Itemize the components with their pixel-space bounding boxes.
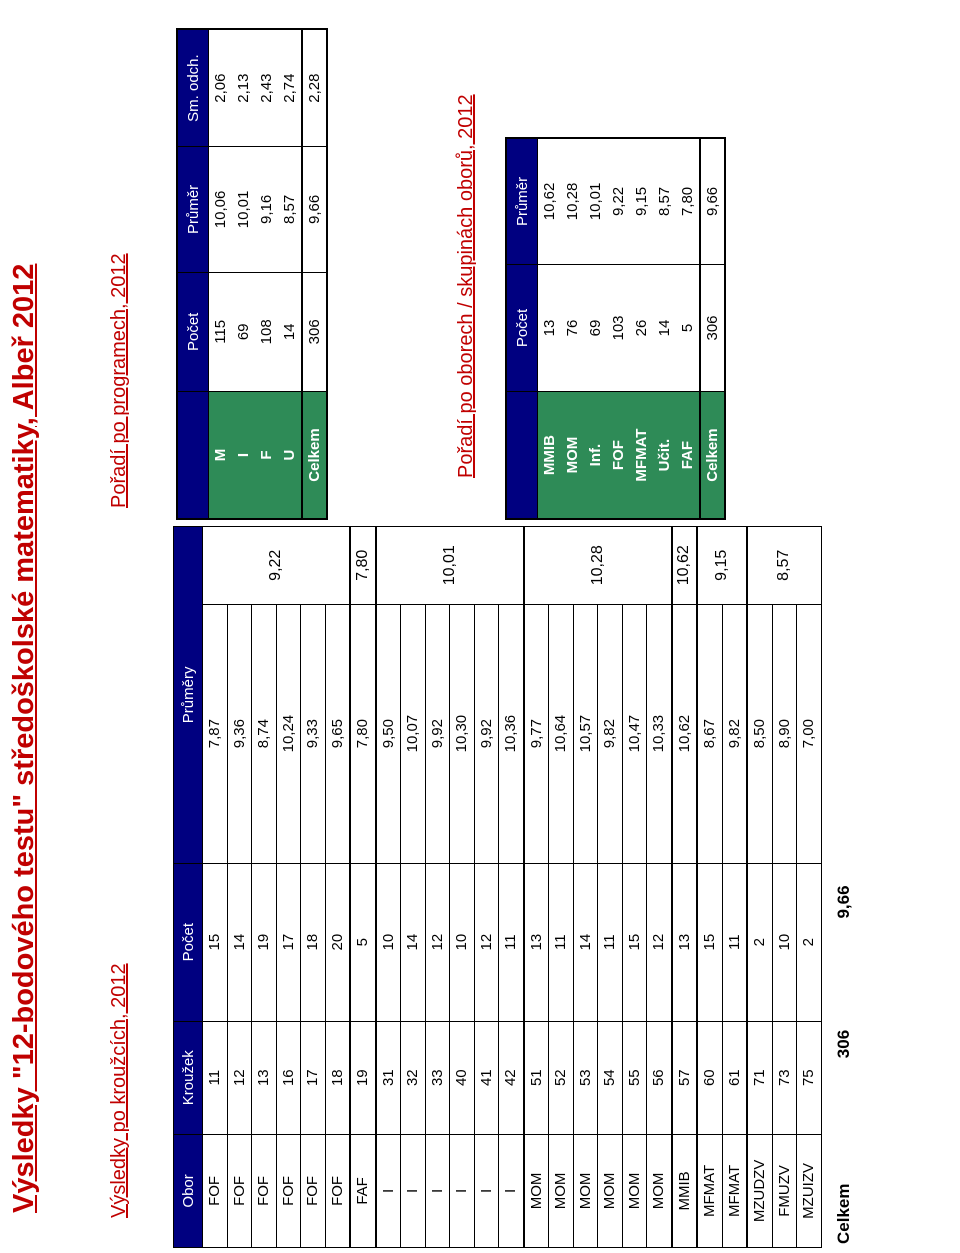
cell-obor: FOF [301, 1134, 326, 1247]
table-row [797, 527, 822, 1248]
table-row [561, 138, 584, 519]
table-row [722, 527, 747, 1248]
cell-pocet: 76 [561, 264, 584, 391]
table-row [203, 527, 228, 1248]
cell-krouzek: 71 [747, 1021, 772, 1134]
cell-obor: MOM [561, 392, 584, 519]
cell-pocet: 14 [401, 863, 426, 1021]
cell-krouzek: 75 [797, 1021, 822, 1134]
cell-pocet: 11 [549, 863, 574, 1021]
cell-prumer: 9,66 [302, 147, 327, 272]
cell-obor: Inf. [584, 392, 607, 519]
cell-pocet: 14 [573, 863, 598, 1021]
table-row [376, 527, 401, 1248]
table-row [450, 527, 475, 1248]
total-count: 306 [833, 1029, 853, 1059]
cell-obor: MFMAT [722, 1134, 747, 1247]
table-row [538, 138, 562, 519]
table-row [499, 527, 524, 1248]
cell-krouzek: 11 [203, 1021, 228, 1134]
cell-krouzek: 33 [425, 1021, 450, 1134]
cell-obor: I [425, 1134, 450, 1247]
cell-pocet: 14 [227, 863, 252, 1021]
cell-prumer: 10,01 [232, 147, 255, 272]
table-row [252, 527, 277, 1248]
cell-pocet: 14 [278, 272, 302, 391]
cell-krouzek: 18 [325, 1021, 350, 1134]
cell-pocet: 11 [598, 863, 623, 1021]
cell-krouzek: 42 [499, 1021, 524, 1134]
cell-prumer: 8,57 [278, 147, 302, 272]
cell-obor: FOF [203, 1134, 228, 1247]
cell-program: F [255, 392, 278, 519]
cell-prumer: 9,82 [722, 604, 747, 863]
cell-krouzek: 55 [622, 1021, 647, 1134]
results-by-program-table [176, 28, 328, 520]
cell-pocet: 103 [607, 264, 630, 391]
cell-sm-odch: 2,74 [278, 29, 302, 147]
header-sm-odch: Sm. odch. [177, 29, 209, 147]
cell-prumer: 7,87 [203, 604, 228, 863]
table-row [209, 29, 233, 519]
cell-krouzek: 57 [672, 1021, 698, 1134]
cell-pocet: 15 [622, 863, 647, 1021]
cell-sm-odch: 2,28 [302, 29, 327, 147]
cell-prumer: 8,67 [697, 604, 722, 863]
header-prumery: Průměry [174, 527, 203, 864]
cell-program: M [209, 392, 233, 519]
cell-pocet: 12 [647, 863, 672, 1021]
cell-pocet: 15 [697, 863, 722, 1021]
page-title: Výsledky "12-bodového testu" středoškolské matematiky, Albeř 2012 [8, 263, 40, 1213]
cell-prumer: 9,65 [325, 604, 350, 863]
cell-obor: FOF [607, 392, 630, 519]
cell-obor: MFMAT [697, 1134, 722, 1247]
cell-prumer: 10,36 [499, 604, 524, 863]
cell-pocet: 10 [376, 863, 401, 1021]
section-heading-obory: Pořadí po oborech / skupinách oborů, 2012 [455, 94, 477, 478]
table-row [653, 138, 676, 519]
results-by-field-table [505, 137, 726, 520]
cell-pocet: 20 [325, 863, 350, 1021]
cell-prumer: 9,16 [255, 147, 278, 272]
table-row [772, 527, 797, 1248]
cell-krouzek: 73 [772, 1021, 797, 1134]
cell-prumer: 9,66 [700, 138, 725, 264]
table-row [325, 527, 350, 1248]
cell-obor: FAF [676, 392, 700, 519]
cell-obor: I [499, 1134, 524, 1247]
cell-krouzek: 12 [227, 1021, 252, 1134]
cell-prumer: 10,64 [549, 604, 574, 863]
table-row [302, 29, 327, 519]
cell-pocet: 2 [797, 863, 822, 1021]
cell-pocet: 108 [255, 272, 278, 391]
cell-obor: Celkem [700, 392, 725, 519]
cell-pocet: 69 [584, 264, 607, 391]
cell-prumer: 7,80 [350, 604, 376, 863]
cell-pocet: 13 [538, 264, 562, 391]
table-row [647, 527, 672, 1248]
cell-prumer: 10,47 [622, 604, 647, 863]
cell-krouzek: 52 [549, 1021, 574, 1134]
header-pocet: Počet [177, 272, 209, 391]
table-row [524, 527, 549, 1248]
header-prumer: Průměr [177, 147, 209, 272]
cell-prumer: 10,07 [401, 604, 426, 863]
cell-pocet: 14 [653, 264, 676, 391]
cell-krouzek: 17 [301, 1021, 326, 1134]
cell-pocet: 13 [524, 863, 549, 1021]
section-heading-krouzky: Výsledky po kroužcích, 2012 [108, 963, 130, 1218]
table-row [255, 29, 278, 519]
cell-prumer: 8,74 [252, 604, 277, 863]
cell-program: U [278, 392, 302, 519]
cell-pocet: 10 [772, 863, 797, 1021]
cell-sm-odch: 2,06 [209, 29, 233, 147]
group-average: 7,80 [350, 527, 376, 605]
header-pocet: Počet [506, 264, 538, 391]
cell-pocet: 15 [203, 863, 228, 1021]
group-average: 9,15 [697, 527, 747, 605]
cell-obor: MFMAT [630, 392, 653, 519]
cell-pocet: 11 [722, 863, 747, 1021]
total-label: Celkem [833, 1183, 853, 1244]
cell-obor: FAF [350, 1134, 376, 1247]
cell-pocet: 19 [252, 863, 277, 1021]
cell-pocet: 13 [672, 863, 698, 1021]
cell-pocet: 18 [301, 863, 326, 1021]
cell-krouzek: 51 [524, 1021, 549, 1134]
cell-prumer: 9,15 [630, 138, 653, 264]
group-average: 10,62 [672, 527, 698, 605]
table-row [607, 138, 630, 519]
table-row [474, 527, 499, 1248]
header-pocet: Počet [174, 863, 203, 1021]
cell-pocet: 10 [450, 863, 475, 1021]
cell-obor: MOM [622, 1134, 647, 1247]
cell-prumer: 8,90 [772, 604, 797, 863]
table-row [425, 527, 450, 1248]
cell-obor: MOM [524, 1134, 549, 1247]
total-row [832, 812, 855, 1248]
cell-prumer: 9,92 [474, 604, 499, 863]
cell-pocet: 17 [276, 863, 301, 1021]
cell-obor: FMUZV [772, 1134, 797, 1247]
group-average: 8,57 [747, 527, 821, 605]
cell-pocet: 306 [700, 264, 725, 391]
cell-prumer: 9,36 [227, 604, 252, 863]
table-row [598, 527, 623, 1248]
header-obor: Obor [174, 1134, 203, 1247]
cell-obor: I [450, 1134, 475, 1247]
table-row [227, 527, 252, 1248]
cell-pocet: 11 [499, 863, 524, 1021]
cell-pocet: 26 [630, 264, 653, 391]
table-row [697, 527, 722, 1248]
cell-obor: MZUIZV [797, 1134, 822, 1247]
cell-prumer: 10,30 [450, 604, 475, 863]
total-average: 9,66 [833, 885, 853, 919]
header-blank [177, 392, 209, 519]
table-row [276, 527, 301, 1248]
cell-obor: FOF [276, 1134, 301, 1247]
cell-prumer: 9,92 [425, 604, 450, 863]
table-row [747, 527, 772, 1248]
cell-prumer: 10,28 [561, 138, 584, 264]
cell-sm-odch: 2,13 [232, 29, 255, 147]
group-average: 10,01 [376, 527, 524, 605]
cell-pocet: 5 [350, 863, 376, 1021]
cell-obor: FOF [252, 1134, 277, 1247]
table-row [622, 527, 647, 1248]
cell-prumer: 9,33 [301, 604, 326, 863]
cell-obor: FOF [325, 1134, 350, 1247]
cell-prumer: 8,50 [747, 604, 772, 863]
cell-prumer: 10,06 [209, 147, 233, 272]
table-row [278, 29, 302, 519]
table-row [232, 29, 255, 519]
cell-prumer: 9,82 [598, 604, 623, 863]
cell-obor: MZUDZV [747, 1134, 772, 1247]
table-row [401, 527, 426, 1248]
results-by-group-table [173, 526, 822, 1248]
cell-prumer: 9,22 [607, 138, 630, 264]
cell-prumer: 8,57 [653, 138, 676, 264]
cell-obor: MOM [598, 1134, 623, 1247]
header-blank [506, 392, 538, 519]
cell-obor: MOM [647, 1134, 672, 1247]
cell-krouzek: 32 [401, 1021, 426, 1134]
table-row [630, 138, 653, 519]
cell-obor: MMIB [538, 392, 562, 519]
cell-krouzek: 60 [697, 1021, 722, 1134]
cell-krouzek: 53 [573, 1021, 598, 1134]
cell-program: I [232, 392, 255, 519]
cell-krouzek: 16 [276, 1021, 301, 1134]
cell-prumer: 10,33 [647, 604, 672, 863]
cell-prumer: 10,62 [538, 138, 562, 264]
cell-krouzek: 31 [376, 1021, 401, 1134]
cell-obor: MOM [549, 1134, 574, 1247]
header-krouzek: Kroužek [174, 1021, 203, 1134]
cell-obor: FOF [227, 1134, 252, 1247]
group-average: 9,22 [203, 527, 351, 605]
cell-pocet: 12 [474, 863, 499, 1021]
table-row [573, 527, 598, 1248]
cell-pocet: 12 [425, 863, 450, 1021]
cell-prumer: 9,77 [524, 604, 549, 863]
cell-obor: Učit. [653, 392, 676, 519]
section-heading-programy: Pořadí po programech, 2012 [108, 253, 130, 508]
cell-krouzek: 13 [252, 1021, 277, 1134]
cell-program: Celkem [302, 392, 327, 519]
cell-prumer: 10,62 [672, 604, 698, 863]
cell-sm-odch: 2,43 [255, 29, 278, 147]
cell-pocet: 306 [302, 272, 327, 391]
table-row [301, 527, 326, 1248]
table-row [700, 138, 725, 519]
table-row [584, 138, 607, 519]
cell-prumer: 9,50 [376, 604, 401, 863]
cell-prumer: 10,01 [584, 138, 607, 264]
cell-krouzek: 56 [647, 1021, 672, 1134]
cell-prumer: 10,57 [573, 604, 598, 863]
cell-prumer: 7,00 [797, 604, 822, 863]
cell-pocet: 2 [747, 863, 772, 1021]
cell-prumer: 7,80 [676, 138, 700, 264]
table-row [549, 527, 574, 1248]
cell-krouzek: 54 [598, 1021, 623, 1134]
cell-krouzek: 61 [722, 1021, 747, 1134]
cell-obor: I [401, 1134, 426, 1247]
cell-pocet: 5 [676, 264, 700, 391]
table-row [350, 527, 376, 1248]
cell-krouzek: 19 [350, 1021, 376, 1134]
cell-krouzek: 41 [474, 1021, 499, 1134]
group-average: 10,28 [524, 527, 672, 605]
table-row [672, 527, 698, 1248]
cell-obor: MOM [573, 1134, 598, 1247]
cell-pocet: 115 [209, 272, 233, 391]
cell-pocet: 69 [232, 272, 255, 391]
cell-krouzek: 40 [450, 1021, 475, 1134]
header-prumer: Průměr [506, 138, 538, 264]
cell-prumer: 10,24 [276, 604, 301, 863]
table-row [676, 138, 700, 519]
cell-obor: MMIB [672, 1134, 698, 1247]
cell-obor: I [376, 1134, 401, 1247]
cell-obor: I [474, 1134, 499, 1247]
